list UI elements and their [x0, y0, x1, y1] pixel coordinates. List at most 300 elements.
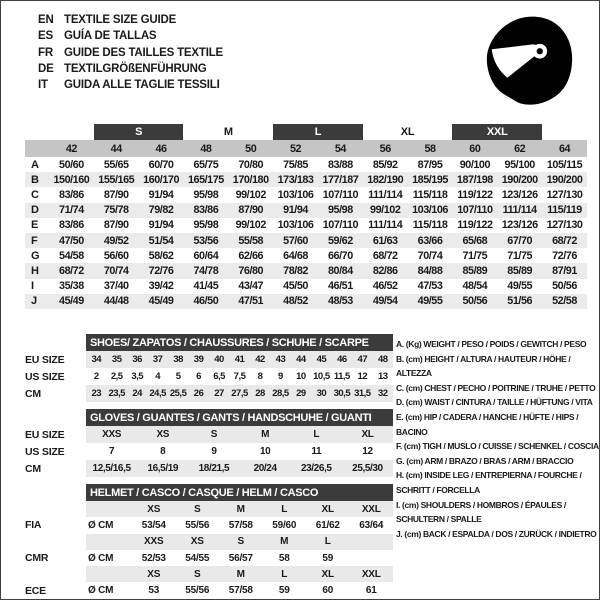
value-cell: 37 [152, 354, 163, 365]
size-header-cell: XS [147, 568, 161, 580]
row-letter: E [31, 219, 39, 232]
size-value-cell: 70/74 [417, 249, 443, 262]
language-row [38, 61, 223, 77]
size-value-cell: 91/94 [148, 188, 174, 201]
standard-label: ECE [25, 584, 46, 597]
size-value-cell: 127/130 [546, 219, 583, 232]
standard-label: FIA [25, 519, 42, 532]
value-cell: 25,5 [169, 388, 187, 399]
size-value-cell: 72/76 [552, 249, 577, 262]
size-value-cell: 91/94 [283, 204, 308, 217]
value-cell: 23 [91, 388, 102, 399]
size-value-cell: 68/72 [552, 234, 577, 247]
row-letter: B [31, 173, 39, 186]
size-value-cell: 48/53 [327, 295, 353, 308]
unit-label: Ø CM [88, 585, 114, 597]
helmet-table [25, 484, 393, 599]
value-cell: 7 [109, 446, 115, 457]
value-cell: 24 [132, 388, 142, 399]
size-header-cell: L [281, 503, 288, 515]
size-value-cell: 62/66 [238, 249, 264, 262]
row-label: CM [25, 387, 41, 400]
size-value-cell: 84/88 [417, 264, 443, 277]
size-value-cell: 91/94 [148, 219, 174, 232]
table-row [25, 443, 393, 460]
size-value-cell: 48/52 [283, 295, 308, 308]
row-cells [86, 460, 393, 477]
bottom-tables [25, 334, 393, 599]
value-cell: 45 [316, 354, 327, 365]
size-header-cell: XXL [361, 568, 381, 580]
row-cells [86, 351, 393, 368]
size-value-cell: 75/85 [283, 158, 308, 171]
size-value-cell: 182/190 [367, 173, 404, 186]
legend-item: E. (cm) HIP / CADERA / HANCHE / HÜFTE / HIPS / BACINO [396, 411, 579, 437]
value-cell: 12 [357, 371, 368, 382]
size-value-cell: 111/114 [502, 204, 537, 217]
size-value-cell: 55/65 [103, 158, 129, 171]
size-value-cell: 155/165 [98, 173, 135, 186]
value-cell: L [313, 429, 320, 440]
size-value-cell: 51/56 [507, 295, 533, 308]
size-value-cell: 95/98 [193, 188, 219, 201]
size-value-cell: 87/90 [238, 204, 264, 217]
size-value-cell: 123/126 [501, 188, 538, 201]
value-cell: 61 [365, 585, 377, 597]
table-header-row [25, 484, 393, 501]
size-value-cell: 46/51 [327, 280, 353, 293]
value-cell: 30,5 [333, 388, 351, 399]
size-value-cell: 119/122 [457, 219, 493, 232]
size-value-cell: 44/48 [103, 295, 129, 308]
textile-row-g [25, 248, 587, 263]
value-cell: 30 [316, 388, 327, 399]
size-value-cell: 71/74 [59, 204, 84, 217]
language-title: GUIDE DES TAILLES TEXTILE [64, 46, 223, 59]
value-cell: 27 [214, 388, 224, 399]
legend-item: F. (cm) TIGH / MUSLO / CUISSE / SCHENKEL / COSCIA [396, 441, 599, 452]
size-value-cell: 74/78 [193, 264, 219, 277]
value-cell: 36 [132, 354, 142, 365]
value-cell: 53/54 [141, 519, 166, 531]
value-cell: 16,5/19 [147, 463, 179, 474]
value-cell: 25,5/30 [352, 463, 383, 474]
value-cell: 42 [255, 354, 265, 365]
value-cell: 57/58 [228, 585, 253, 597]
value-cell: 32 [378, 388, 388, 399]
size-value-cell: 83/86 [193, 204, 219, 217]
size-value-cell: 72/76 [148, 264, 174, 277]
value-cell: 59 [322, 552, 334, 564]
value-cell: 54/55 [185, 552, 210, 564]
size-group-m: M [223, 125, 233, 138]
size-value-cell: 115/118 [412, 188, 448, 201]
size-value-cell: 61/63 [372, 234, 398, 247]
legend-item: A. (Kg) WEIGHT / PESO / POIDS / GEWITCH / PESO [396, 339, 587, 349]
size-header-cell: S [194, 503, 201, 515]
size-value-cell: 71/75 [507, 249, 533, 262]
size-value-cell: 65/68 [462, 234, 488, 247]
column-header: 42 [65, 142, 77, 155]
textile-row-e [25, 218, 587, 233]
size-value-cell: 58/62 [148, 249, 174, 262]
size-value-cell: 41/45 [193, 280, 219, 293]
size-value-cell: 87/95 [417, 158, 443, 171]
column-header: 54 [334, 142, 346, 155]
value-cell: 57/58 [228, 519, 253, 531]
value-cell: M [261, 429, 270, 440]
value-cell: 7,5 [233, 371, 246, 382]
value-cell: 23/26,5 [300, 463, 332, 474]
value-cell: 53 [148, 585, 160, 597]
language-row [38, 77, 223, 93]
value-cell: 39 [193, 354, 204, 365]
size-value-cell: 115/119 [547, 204, 582, 217]
size-value-cell: 53/56 [193, 234, 219, 247]
size-value-cell: 68/72 [59, 264, 84, 277]
value-cell: 60 [322, 585, 334, 597]
size-value-cell: 90/100 [459, 158, 491, 171]
language-title: TEXTILGRÖßENFÜHRUNG [64, 62, 207, 75]
textile-columns-row [25, 140, 587, 157]
textile-row-f [25, 233, 587, 248]
value-cell: 23,5 [108, 388, 125, 399]
size-value-cell: 87/91 [552, 264, 577, 277]
value-cell: 55/56 [185, 585, 210, 597]
size-value-cell: 107/110 [322, 188, 359, 201]
row-letter: A [31, 158, 39, 171]
table-header-row [25, 334, 393, 351]
column-header: 56 [379, 142, 391, 155]
size-header-cell: XS [190, 536, 204, 548]
value-cell: 38 [173, 354, 183, 365]
size-value-cell: 71/75 [462, 249, 488, 262]
column-header: 46 [155, 142, 167, 155]
size-value-cell: 78/82 [283, 264, 308, 277]
table-title-bar: SHOES/ ZAPATOS / CHAUSSURES / SCHUHE / SCARPE [86, 334, 393, 351]
language-code: EN [38, 14, 54, 26]
size-value-cell: 47/51 [238, 295, 264, 308]
legend-item: H. (cm) INSIDE LEG / ENTREPIERNA / FOURCHE / SCHRITT / FORCELLA [396, 470, 582, 495]
size-value-cell: 107/110 [457, 204, 493, 217]
value-cell: 47 [357, 354, 368, 365]
value-cell: 26 [193, 388, 204, 399]
size-header-cell: L [281, 568, 288, 580]
size-value-cell: 103/106 [277, 219, 314, 232]
textile-group-row [25, 123, 587, 140]
value-cell: 6,5 [213, 371, 225, 382]
size-value-cell: 111/114 [368, 188, 403, 201]
size-value-cell: 48/54 [462, 280, 488, 293]
value-cell: S [210, 429, 218, 440]
size-value-cell: 60/64 [193, 249, 219, 262]
size-value-cell: 45/49 [59, 295, 84, 308]
size-value-cell: 85/89 [507, 264, 533, 277]
language-code: DE [38, 62, 54, 75]
row-cells [86, 368, 393, 385]
size-header-cell: M [236, 568, 245, 580]
size-header-cell: S [194, 568, 201, 580]
size-value-cell: 107/110 [322, 219, 359, 232]
column-header: 60 [469, 142, 481, 155]
textile-row-b [25, 172, 587, 187]
language-title: TEXTILE SIZE GUIDE [64, 14, 177, 26]
value-cell: 11,5 [333, 371, 350, 382]
size-value-cell: 56/60 [103, 249, 129, 262]
language-title: GUÍA DE TALLAS [64, 30, 157, 43]
size-value-cell: 70/74 [103, 264, 129, 277]
row-letter: G [31, 249, 40, 262]
size-header-cell: XS [147, 503, 161, 515]
value-cell: 52/53 [141, 552, 166, 564]
value-cell: 2,5 [110, 371, 123, 382]
size-value-cell: 50/56 [552, 280, 577, 293]
size-header-cell: XXL [361, 503, 381, 515]
size-value-cell: 55/58 [238, 234, 264, 247]
table-row [25, 426, 393, 443]
size-header-cell: XL [321, 568, 334, 580]
size-value-cell: 46/52 [372, 280, 398, 293]
size-value-cell: 87/90 [103, 188, 129, 201]
size-value-cell: 75/78 [103, 204, 129, 217]
legend-item: B. (cm) HEIGHT / ALTURA / HAUTEUR / HÖHE / ALTEZZA [396, 353, 571, 379]
value-cell: 28 [255, 388, 265, 399]
column-header: 48 [200, 142, 212, 155]
row-letter: J [31, 295, 37, 308]
value-cell: 5 [175, 371, 181, 382]
size-value-cell: 103/106 [412, 204, 448, 217]
language-row [38, 45, 223, 61]
legend-item: I. (cm) SHOULDERS / HOMBROS / ÉPAULES / SCHULTERN / SPALLE [396, 499, 566, 525]
row-cells [86, 443, 393, 460]
value-cell: 35 [111, 354, 122, 365]
value-cell: XXS [102, 429, 121, 440]
size-value-cell: 83/86 [59, 188, 84, 201]
size-value-cell: 50/56 [462, 295, 488, 308]
size-value-cell: 64/68 [283, 249, 308, 262]
size-value-cell: 105/115 [546, 158, 583, 171]
size-value-cell: 45/49 [148, 295, 174, 308]
row-letter: D [31, 204, 39, 217]
value-cell: 46 [337, 354, 347, 365]
value-cell: 3,5 [131, 371, 144, 382]
helmet-sizes-row [25, 534, 393, 550]
size-value-cell: 103/106 [277, 188, 314, 201]
value-cell: 41 [234, 354, 245, 365]
size-value-cell: 67/70 [507, 234, 533, 247]
table-row [25, 385, 393, 402]
language-row [38, 28, 223, 44]
helmet-sizes-row [25, 501, 393, 517]
value-cell: 61/62 [315, 519, 340, 531]
size-value-cell: 95/98 [193, 219, 219, 232]
textile-row-j [25, 294, 587, 309]
size-value-cell: 127/130 [546, 188, 583, 201]
size-value-cell: 177/187 [322, 173, 359, 186]
value-cell: 27,5 [231, 388, 248, 399]
value-cell: 13 [378, 371, 388, 382]
size-value-cell: 119/122 [457, 188, 493, 201]
size-value-cell: 190/200 [546, 173, 583, 186]
column-header: 64 [558, 142, 571, 155]
value-cell: 10 [259, 446, 271, 457]
size-value-cell: 111/114 [368, 219, 403, 232]
value-cell: 11 [311, 446, 322, 457]
sizes-cells [86, 566, 393, 582]
value-cell: 10,5 [313, 371, 330, 382]
value-cell: 59/60 [272, 519, 297, 531]
size-value-cell: 82/86 [372, 264, 398, 277]
value-cell: XS [156, 429, 170, 440]
value-cell: 12,5/16,5 [92, 463, 131, 474]
value-cell: 31,5 [354, 388, 371, 399]
row-letter: F [31, 234, 38, 247]
column-header: 62 [514, 142, 526, 155]
size-value-cell: 173/183 [277, 173, 314, 186]
value-cell: 55/56 [185, 519, 210, 531]
size-value-cell: 115/118 [412, 219, 448, 232]
size-value-cell: 66/70 [327, 249, 353, 262]
size-group-s: S [94, 124, 184, 140]
table-row [25, 368, 393, 385]
racing-helmet-icon [475, 13, 583, 111]
column-header: 58 [424, 142, 436, 155]
value-cell: 56/57 [228, 552, 253, 564]
value-cell: 9 [211, 446, 217, 457]
table-title-bar: GLOVES / GUANTES / GANTS / HANDSCHUHE / GUANTI [86, 409, 393, 426]
size-value-cell: 46/50 [193, 295, 219, 308]
language-title: GUIDA ALLE TAGLIE TESSILI [64, 79, 220, 92]
size-value-cell: 95/100 [504, 158, 535, 171]
size-value-cell: 49/52 [103, 234, 129, 247]
size-value-cell: 51/54 [148, 234, 174, 247]
value-cell: 2 [93, 371, 99, 382]
size-value-cell: 99/102 [235, 188, 266, 201]
legend-item: J. (cm) BACK / ESPALDA / DOS / ZURÜCK / INDIETRO [396, 528, 597, 539]
size-group-xxl: XXL [452, 124, 542, 140]
size-value-cell: 47/53 [417, 280, 443, 293]
size-value-cell: 47/50 [59, 234, 84, 247]
size-value-cell: 57/60 [283, 234, 308, 247]
language-code: IT [38, 79, 48, 92]
column-header: 50 [245, 142, 257, 155]
size-value-cell: 59/62 [327, 234, 353, 247]
size-value-cell: 99/102 [370, 204, 401, 217]
row-letter: H [31, 264, 39, 277]
row-label: EU SIZE [25, 353, 65, 366]
size-header-cell: M [236, 503, 245, 515]
helmet-sizes-row [25, 566, 393, 582]
value-cell: 10 [296, 371, 306, 382]
size-value-cell: 37/40 [103, 280, 129, 293]
size-value-cell: 65/75 [193, 158, 219, 171]
size-value-cell: 49/55 [417, 295, 443, 308]
value-cell: 28,5 [272, 388, 289, 399]
helmet-values-row [25, 550, 393, 566]
size-value-cell: 79/82 [148, 204, 174, 217]
helmet-values-row [25, 517, 393, 533]
row-label: US SIZE [25, 370, 65, 383]
size-value-cell: 85/92 [372, 158, 398, 171]
value-cell: 24,5 [149, 388, 166, 399]
size-group-xl: XL [400, 125, 415, 138]
size-value-cell: 45/50 [283, 280, 308, 293]
shoes-table [25, 334, 393, 402]
value-cell: 34 [91, 354, 102, 365]
language-code: FR [38, 46, 53, 59]
unit-label: Ø CM [88, 552, 114, 564]
value-cell: 43 [275, 354, 286, 365]
legend-item: D. (cm) WAIST / CINTURA / TAILLE / HÜFTUNG / VITA [396, 397, 593, 408]
values-cells [86, 582, 393, 598]
table-row [25, 351, 393, 368]
textile-row-h [25, 263, 587, 278]
size-value-cell: 52/58 [552, 295, 577, 308]
value-cell: 44 [296, 354, 306, 365]
size-value-cell: 187/198 [456, 173, 493, 186]
size-value-cell: 70/80 [238, 158, 264, 171]
size-value-cell: 185/195 [412, 173, 448, 186]
size-value-cell: 85/89 [462, 264, 488, 277]
size-header-cell: L [324, 536, 331, 548]
values-cells [86, 550, 393, 566]
language-code: ES [38, 30, 53, 43]
unit-label: Ø CM [88, 519, 114, 531]
value-cell: 6 [196, 371, 201, 382]
value-cell: 59 [278, 585, 290, 597]
standard-label: CMR [25, 552, 49, 565]
textile-size-table [25, 123, 587, 309]
size-value-cell: 165/175 [187, 173, 224, 186]
size-value-cell: 123/126 [501, 219, 538, 232]
size-value-cell: 35/38 [59, 280, 84, 293]
size-group-l: L [273, 124, 363, 140]
size-value-cell: 83/88 [327, 158, 353, 171]
value-cell: 8 [257, 371, 263, 382]
size-value-cell: 80/84 [327, 264, 353, 277]
size-value-cell: 99/102 [235, 219, 266, 232]
row-cells [86, 426, 393, 443]
sizes-cells [86, 501, 393, 517]
value-cell: 9 [278, 371, 283, 382]
size-header-cell: XXS [144, 536, 164, 548]
size-value-cell: 50/60 [59, 158, 84, 171]
legend-item: C. (cm) CHEST / PECHO / POITRINE / TRUHE / PETTO [396, 382, 596, 393]
size-value-cell: 54/58 [59, 249, 84, 262]
value-cell: 8 [160, 446, 166, 457]
size-value-cell: 87/90 [103, 219, 129, 232]
value-cell: 48 [378, 354, 388, 365]
size-header-cell: M [280, 536, 289, 548]
size-value-cell: 49/55 [507, 280, 533, 293]
row-label: CM [25, 462, 41, 475]
textile-row-d [25, 203, 587, 218]
value-cell: XL [361, 429, 374, 440]
value-cell: 12 [362, 446, 373, 457]
value-cell: 63/64 [359, 519, 384, 531]
value-cell: 29 [296, 388, 306, 399]
language-row [38, 12, 223, 28]
gloves-table [25, 409, 393, 477]
size-header-cell: XL [321, 503, 334, 515]
size-value-cell: 63/66 [417, 234, 443, 247]
language-list [38, 12, 223, 93]
row-label: EU SIZE [25, 428, 65, 441]
size-value-cell: 150/160 [53, 173, 90, 186]
value-cell: 58 [278, 552, 290, 564]
size-value-cell: 160/170 [143, 173, 180, 186]
column-header: 52 [289, 142, 302, 155]
